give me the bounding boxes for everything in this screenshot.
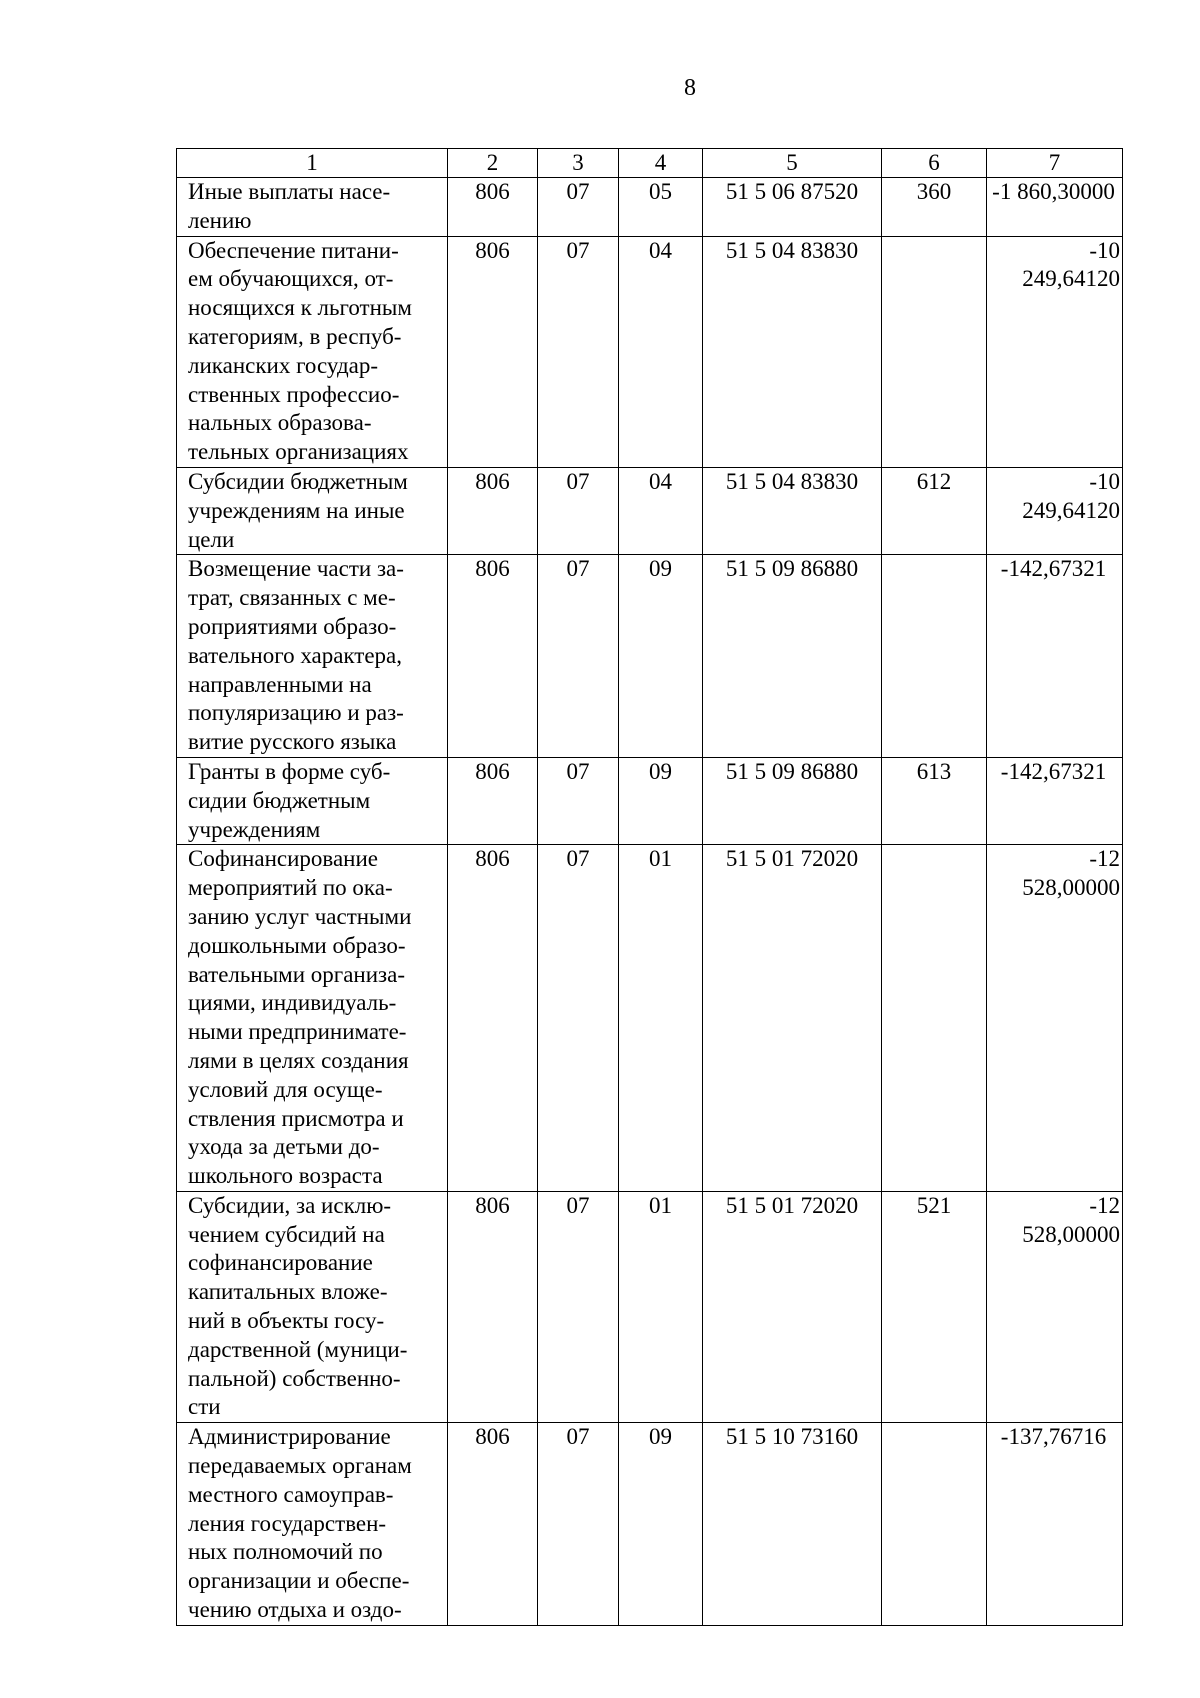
section-code-cell: 07 [538, 1423, 619, 1626]
amount-cell: -10 249,64120 [987, 236, 1123, 467]
page-number: 8 [684, 75, 696, 101]
expense-type-cell [882, 1423, 987, 1626]
target-article-cell: 51 5 06 87520 [703, 178, 882, 237]
expense-type-cell: 612 [882, 467, 987, 554]
target-article-cell: 51 5 09 86880 [703, 757, 882, 844]
expense-name-cell: Гранты в форме суб- сидии бюджетным учреждениям [177, 757, 448, 844]
subsection-code-cell: 05 [619, 178, 703, 237]
ministry-code-cell: 806 [448, 178, 538, 237]
table-row [177, 845, 1123, 1192]
expense-type-cell [882, 845, 987, 1192]
subsection-code-cell: 09 [619, 757, 703, 844]
column-header: 1 [177, 149, 448, 178]
amount-cell: -142,67321 [987, 555, 1123, 758]
target-article-cell: 51 5 04 83830 [703, 236, 882, 467]
subsection-code-cell: 09 [619, 1423, 703, 1626]
column-header: 2 [448, 149, 538, 178]
section-code-cell: 07 [538, 555, 619, 758]
ministry-code-cell: 806 [448, 845, 538, 1192]
expense-name-cell: Софинансирование мероприятий по ока- занию услуг частными дошкольными образо- вательными организа- циями, индивидуаль- ными предпринимате- лями в целях создания условий для осуще- ствления присмотра и ухода за детьми до- школьного возраста [177, 845, 448, 1192]
expense-type-cell: 360 [882, 178, 987, 237]
table-header-row [177, 149, 1123, 178]
ministry-code-cell: 806 [448, 1191, 538, 1422]
expense-type-cell [882, 236, 987, 467]
amount-cell: -1 860,30000 [987, 178, 1123, 237]
target-article-cell: 51 5 10 73160 [703, 1423, 882, 1626]
ministry-code-cell: 806 [448, 467, 538, 554]
section-code-cell: 07 [538, 236, 619, 467]
target-article-cell: 51 5 04 83830 [703, 467, 882, 554]
section-code-cell: 07 [538, 757, 619, 844]
ministry-code-cell: 806 [448, 555, 538, 758]
table-row [177, 1191, 1123, 1422]
table-row [177, 555, 1123, 758]
column-header: 7 [987, 149, 1123, 178]
column-header: 5 [703, 149, 882, 178]
column-header: 4 [619, 149, 703, 178]
subsection-code-cell: 04 [619, 467, 703, 554]
subsection-code-cell: 09 [619, 555, 703, 758]
expense-type-cell: 521 [882, 1191, 987, 1422]
table-row [177, 236, 1123, 467]
table-row [177, 467, 1123, 554]
section-code-cell: 07 [538, 467, 619, 554]
column-header: 3 [538, 149, 619, 178]
target-article-cell: 51 5 01 72020 [703, 1191, 882, 1422]
amount-cell: -12 528,00000 [987, 1191, 1123, 1422]
table-row [177, 178, 1123, 237]
ministry-code-cell: 806 [448, 236, 538, 467]
ministry-code-cell: 806 [448, 1423, 538, 1626]
ministry-code-cell: 806 [448, 757, 538, 844]
section-code-cell: 07 [538, 178, 619, 237]
expense-name-cell: Иные выплаты насе- лению [177, 178, 448, 237]
table-row [177, 757, 1123, 844]
target-article-cell: 51 5 09 86880 [703, 555, 882, 758]
column-header: 6 [882, 149, 987, 178]
amount-cell: -137,76716 [987, 1423, 1123, 1626]
expense-name-cell: Возмещение части за- трат, связанных с ме- роприятиями образо- вательного характера, направленными на популяризацию и раз- витие русского языка [177, 555, 448, 758]
expense-type-cell [882, 555, 987, 758]
amount-cell: -10 249,64120 [987, 467, 1123, 554]
expense-type-cell: 613 [882, 757, 987, 844]
subsection-code-cell: 04 [619, 236, 703, 467]
table-row [177, 1423, 1123, 1626]
target-article-cell: 51 5 01 72020 [703, 845, 882, 1192]
expense-name-cell: Обеспечение питани- ем обучающихся, от- носящихся к льготным категориям, в респуб- ликанских государ- ственных профессио- нальных образова- тельных организациях [177, 236, 448, 467]
subsection-code-cell: 01 [619, 845, 703, 1192]
amount-cell: -12 528,00000 [987, 845, 1123, 1192]
expense-name-cell: Администрирование передаваемых органам местного самоуправ- ления государствен- ных полномочий по организации и обеспе- чению отдыха и оздо- [177, 1423, 448, 1626]
amount-cell: -142,67321 [987, 757, 1123, 844]
section-code-cell: 07 [538, 845, 619, 1192]
budget-table [176, 148, 1123, 1626]
section-code-cell: 07 [538, 1191, 619, 1422]
expense-name-cell: Субсидии бюджетным учреждениям на иные цели [177, 467, 448, 554]
expense-name-cell: Субсидии, за исклю- чением субсидий на софинансирование капитальных вложе- ний в объекты госу- дарственной (муници- пальной) собственно- сти [177, 1191, 448, 1422]
subsection-code-cell: 01 [619, 1191, 703, 1422]
